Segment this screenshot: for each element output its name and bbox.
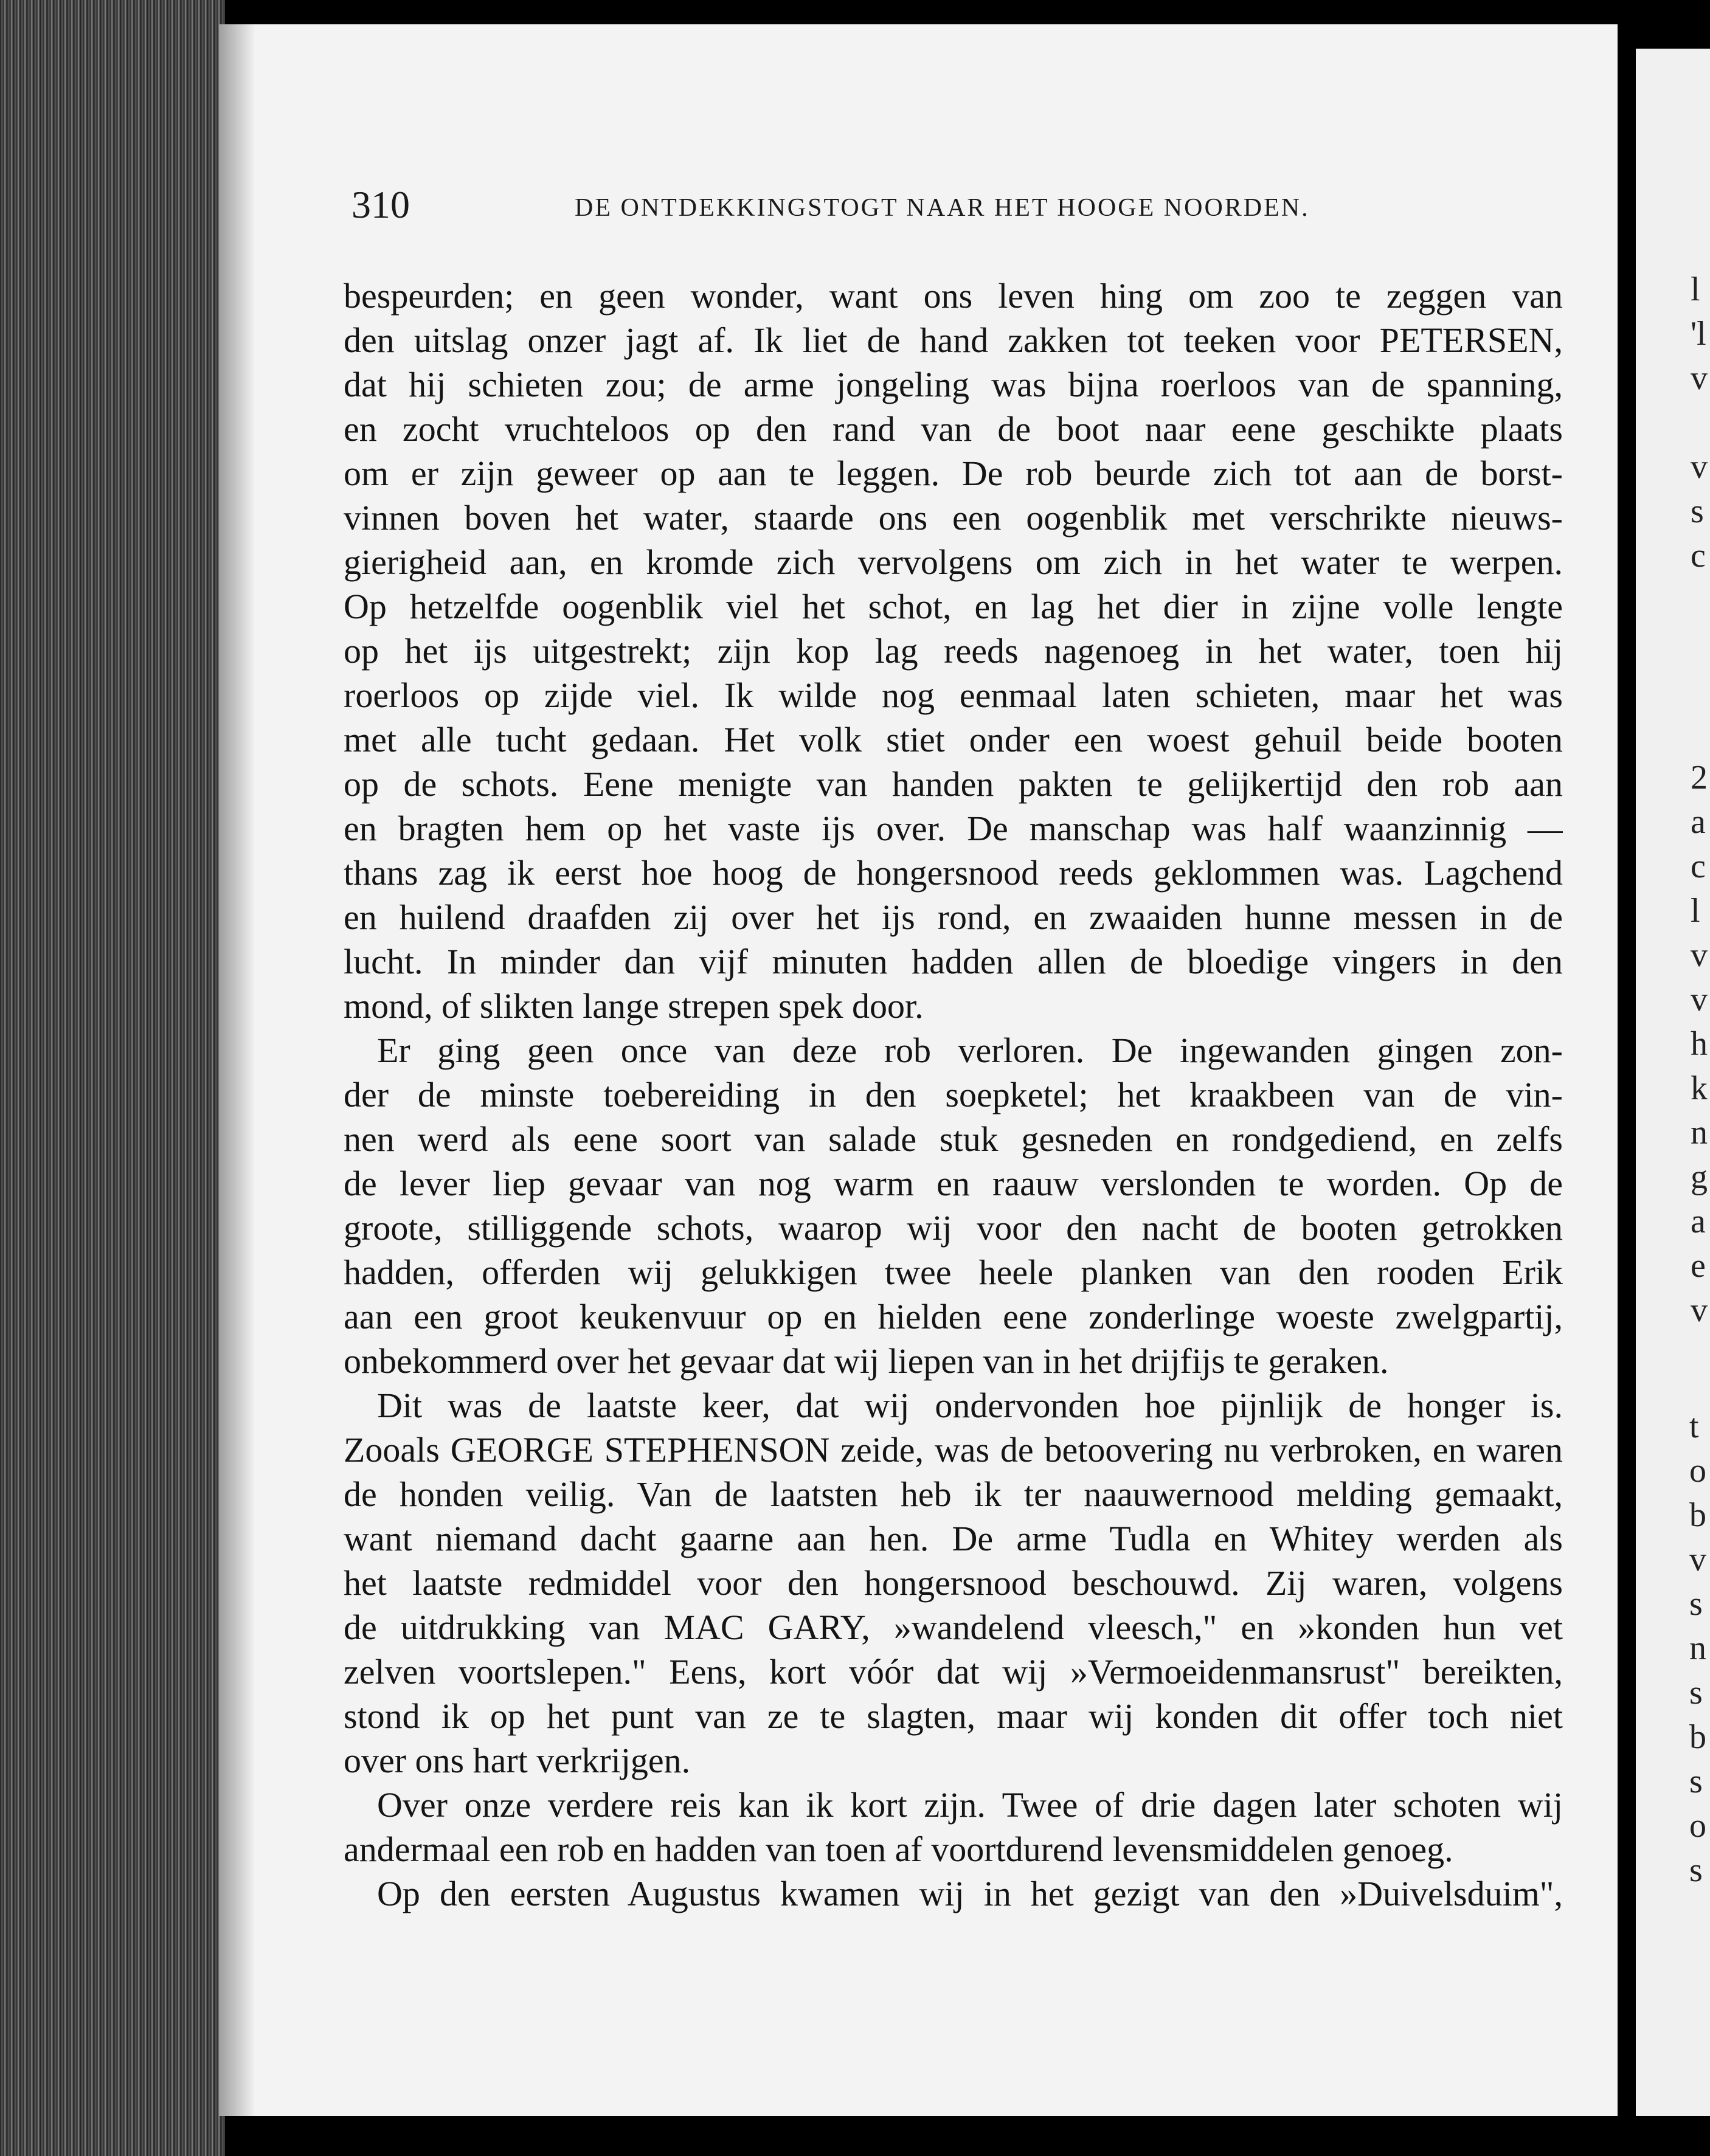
facing-page-fragment: b [1689, 1718, 1706, 1756]
facing-page-fragment [1691, 401, 1708, 445]
facing-page-fragment: e [1691, 1247, 1706, 1285]
facing-page-fragment: s [1689, 1674, 1703, 1712]
facing-page-fragment: s [1689, 1851, 1703, 1889]
text-line: der de minste toebereiding in den soepketel; het kraakbeen van de vin- [344, 1075, 1563, 1114]
text-line: op het ijs uitgestrekt; zijn kop lag reeds nagenoeg in het water, toen hij [344, 631, 1563, 671]
text-line: op de schots. Eene menigte van handen pakten te gelijkertijd den rob aan [344, 764, 1563, 804]
facing-page-fragment: o [1689, 1807, 1706, 1845]
facing-page-fragment: 2 [1691, 759, 1708, 796]
text-line: hadden, offerden wij gelukkigen twee heele planken van den rooden Erik [344, 1252, 1563, 1292]
text-line: het laatste redmiddel voor den hongersnood beschouwd. Zij waren, volgens [344, 1563, 1563, 1603]
text-line: roerloos op zijde viel. Ik wilde nog eenmaal laten schieten, maar het was [344, 675, 1563, 715]
text-line: over ons hart verkrijgen. [344, 1741, 691, 1780]
text-line: met alle tucht gedaan. Het volk stiet onder een woest gehuil beide booten [344, 720, 1563, 759]
facing-page-fragment: s [1689, 1585, 1703, 1623]
facing-page-fragment: v [1689, 1541, 1706, 1578]
text-line: de lever liep gevaar van nog warm en raauw verslonden te worden. Op de [344, 1164, 1563, 1203]
facing-page-fragment: o [1689, 1452, 1706, 1490]
text-line: zelven voortslepen." Eens, kort vóór dat wij »Vermoeidenmansrust" bereikten, [344, 1652, 1563, 1691]
text-line: Op den eersten Augustus kwamen wij in het gezigt van den »Duivelsduim", [377, 1874, 1563, 1913]
facing-page-fragment: v [1691, 1291, 1708, 1329]
text-line: gierigheid aan, en kromde zich vervolgens om zich in het water te werpen. [344, 542, 1563, 582]
facing-page-fragment: l [1691, 892, 1700, 930]
facing-page-fragment: n [1689, 1629, 1706, 1667]
facing-page-fragments-lower [1689, 1405, 1706, 1893]
text-line: Over onze verdere reis kan ik kort zijn. Twee of drie dagen later schoten wij [377, 1785, 1563, 1825]
text-line: Er ging geen once van deze rob verloren. De ingewanden gingen zon- [377, 1031, 1563, 1070]
book-spine-edge [0, 0, 225, 2156]
text-line: mond, of slikten lange strepen spek door. [344, 986, 924, 1026]
text-line: andermaal een rob en hadden van toen af voortdurend levensmiddelen genoeg. [344, 1829, 1453, 1869]
facing-page-fragment: v [1691, 448, 1708, 486]
facing-page-fragment: v [1691, 359, 1708, 397]
text-line: want niemand dacht gaarne aan hen. De arme Tudla en Whitey werden als [344, 1519, 1563, 1558]
facing-page-fragment: k [1691, 1069, 1708, 1107]
facing-page-fragment [1691, 711, 1708, 756]
facing-page-fragment: v [1691, 981, 1708, 1018]
facing-page-fragments-upper [1691, 268, 1708, 1333]
facing-page-fragment [1691, 623, 1708, 667]
text-line: aan een groot keukenvuur op en hielden eene zonderlinge woeste zwelgpartij, [344, 1297, 1563, 1336]
text-line: Zooals GEORGE STEPHENSON zeide, was de betoovering nu verbroken, en waren [344, 1430, 1563, 1470]
facing-page-fragment: s [1689, 1763, 1703, 1800]
text-line: lucht. In minder dan vijf minuten hadden allen de bloedige vingers in den [344, 942, 1563, 981]
text-line: de honden veilig. Van de laatsten heb ik ter naauwernood melding gemaakt, [344, 1474, 1563, 1514]
page-gutter-shadow [219, 24, 255, 2116]
facing-page-fragment: h [1691, 1025, 1708, 1063]
facing-page-fragment: l [1691, 271, 1700, 308]
running-title: DE ONTDEKKINGSTOGT NAAR HET HOOGE NOORDEN. [575, 194, 1310, 222]
text-line: groote, stilliggende schots, waarop wij voor den nacht de booten getrokken [344, 1208, 1563, 1248]
facing-page-fragment: s [1691, 492, 1704, 530]
text-line: en huilend draafden zij over het ijs rond, en zwaaiden hunne messen in de [344, 897, 1563, 937]
text-line: thans zag ik eerst hoe hoog de hongersnood reeds geklommen was. Lagchend [344, 853, 1563, 893]
facing-page-fragment: a [1691, 803, 1706, 841]
text-line: stond ik op het punt van ze te slagten, maar wij konden dit offer toch niet [344, 1696, 1563, 1736]
facing-page-fragment: g [1691, 1158, 1708, 1196]
text-line: onbekommerd over het gevaar dat wij liepen van in het drijfijs te geraken. [344, 1341, 1389, 1381]
text-line: bespeurden; en geen wonder, want ons leven hing om zoo te zeggen van [344, 276, 1563, 316]
text-line: Dit was de laatste keer, dat wij ondervonden hoe pijnlijk de honger is. [377, 1386, 1563, 1425]
body-text [344, 274, 1563, 1916]
facing-page-fragment: 'l [1691, 315, 1706, 353]
facing-page-fragment: t [1689, 1408, 1699, 1445]
facing-page-fragment: n [1691, 1114, 1708, 1152]
facing-page-fragment: b [1689, 1496, 1706, 1534]
facing-page-fragment: c [1691, 537, 1706, 575]
text-line: nen werd als eene soort van salade stuk gesneden en rondgediend, en zelfs [344, 1119, 1563, 1159]
text-line: en zocht vruchteloos op den rand van de boot naar eene geschikte plaats [344, 409, 1563, 449]
text-line: de uitdrukking van MAC GARY, »wandelend vleesch," en »konden hun vet [344, 1608, 1563, 1647]
text-line: en bragten hem op het vaste ijs over. De manschap was half waanzinnig — [344, 809, 1563, 848]
text-line: dat hij schieten zou; de arme jongeling was bijna roerloos van de spanning, [344, 365, 1563, 404]
text-line: vinnen boven het water, staarde ons een oogenblik met verschrikte nieuws- [344, 498, 1563, 537]
text-line: Op hetzelfde oogenblik viel het schot, en lag het dier in zijne volle lengte [344, 587, 1563, 626]
facing-page-fragment: a [1691, 1203, 1706, 1240]
text-line: den uitslag onzer jagt af. Ik liet de hand zakken tot teeken voor PETERSEN, [344, 320, 1563, 360]
facing-page-fragment: v [1691, 936, 1708, 974]
page-number: 310 [351, 183, 410, 226]
facing-page-fragment [1691, 667, 1708, 711]
facing-page-fragment: c [1691, 848, 1706, 885]
text-line: om er zijn geweer op aan te leggen. De rob beurde zich tot aan de borst- [344, 454, 1563, 493]
facing-page-fragment [1691, 578, 1708, 623]
